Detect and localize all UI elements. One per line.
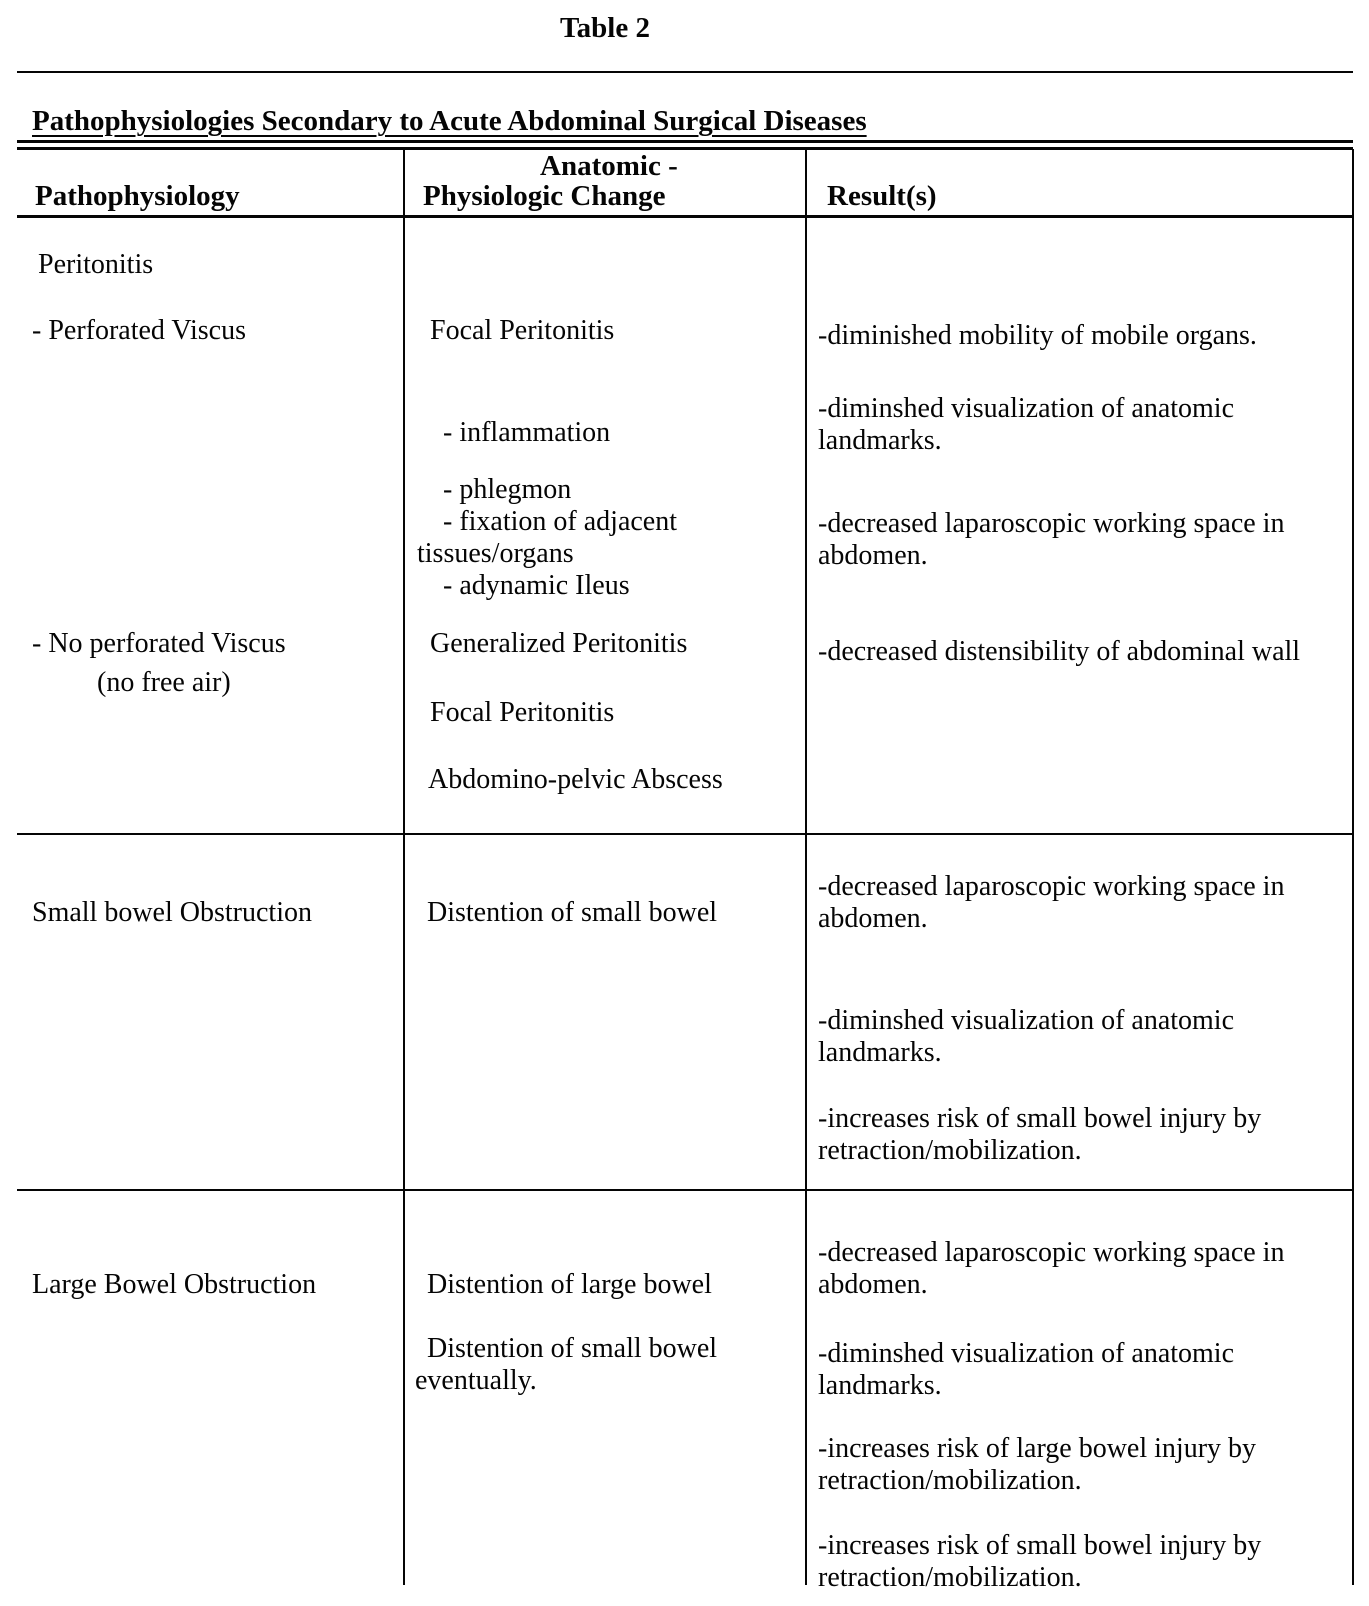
cell-distention-small-eventually-line2: eventually. xyxy=(415,1365,537,1396)
cell-adynamic-ileus: - adynamic Ileus xyxy=(443,570,630,601)
column-rule-2 xyxy=(805,149,807,1585)
cell-no-free-air: (no free air) xyxy=(97,667,231,698)
top-rule xyxy=(17,71,1353,73)
cell-sbo-visualization-line1: -diminshed visualization of anatomic xyxy=(818,1005,1235,1036)
cell-perforated-viscus: - Perforated Viscus xyxy=(32,315,246,346)
cell-result-distensibility: -decreased distensibility of abdominal wall xyxy=(818,636,1301,667)
cell-sbo-visualization-line2: landmarks. xyxy=(818,1037,942,1068)
cell-sbo-workspace-line1: -decreased laparoscopic working space in xyxy=(818,871,1285,902)
cell-result-visualization-line1: -diminshed visualization of anatomic xyxy=(818,393,1235,424)
cell-focal-peritonitis-1: Focal Peritonitis xyxy=(430,315,615,346)
cell-lbo-workspace-line2: abdomen. xyxy=(818,1269,928,1300)
column-header-physiologic-change: Physiologic Change xyxy=(423,180,666,212)
cell-fixation-line1: - fixation of adjacent xyxy=(443,506,678,537)
cell-result-workspace-line1: -decreased laparoscopic working space in xyxy=(818,508,1285,539)
table-caption: Pathophysiologies Secondary to Acute Abdominal Surgical Diseases xyxy=(32,105,867,137)
cell-sbo-injury-line2: retraction/mobilization. xyxy=(818,1135,1082,1166)
cell-sbo-injury-line1: -increases risk of small bowel injury by xyxy=(818,1103,1262,1134)
cell-inflammation: - inflammation xyxy=(443,417,611,448)
row-separator-1 xyxy=(17,833,1353,835)
cell-small-bowel-obstruction: Small bowel Obstruction xyxy=(32,897,312,928)
cell-distention-large-bowel: Distention of large bowel xyxy=(427,1269,712,1300)
column-rule-1 xyxy=(403,149,405,1585)
caption-double-rule xyxy=(17,140,1353,150)
cell-fixation-line2: tissues/organs xyxy=(417,538,574,569)
cell-result-workspace-line2: abdomen. xyxy=(818,540,928,571)
cell-abdomino-pelvic-abscess: Abdomino-pelvic Abscess xyxy=(428,764,723,795)
column-header-anatomic: Anatomic - xyxy=(540,150,678,182)
cell-lbo-injury-small-line1: -increases risk of small bowel injury by xyxy=(818,1530,1262,1561)
cell-distention-small-bowel: Distention of small bowel xyxy=(427,897,718,928)
cell-lbo-visualization-line1: -diminshed visualization of anatomic xyxy=(818,1338,1235,1369)
page-title: Table 2 xyxy=(560,12,650,44)
cell-distention-small-eventually-line1: Distention of small bowel xyxy=(427,1333,718,1364)
cell-result-mobility: -diminished mobility of mobile organs. xyxy=(818,320,1257,351)
cell-lbo-workspace-line1: -decreased laparoscopic working space in xyxy=(818,1237,1285,1268)
cell-peritonitis-group-label: Peritonitis xyxy=(38,249,154,280)
row-separator-2 xyxy=(17,1189,1353,1191)
header-rule xyxy=(17,215,1353,218)
cell-generalized-peritonitis: Generalized Peritonitis xyxy=(430,628,688,659)
cell-result-visualization-line2: landmarks. xyxy=(818,425,942,456)
table-right-border xyxy=(1352,149,1354,1585)
cell-large-bowel-obstruction: Large Bowel Obstruction xyxy=(32,1269,317,1300)
cell-focal-peritonitis-2: Focal Peritonitis xyxy=(430,697,615,728)
cell-phlegmon: - phlegmon xyxy=(443,474,572,505)
cell-lbo-injury-large-line1: -increases risk of large bowel injury by xyxy=(818,1433,1257,1464)
cell-lbo-injury-large-line2: retraction/mobilization. xyxy=(818,1465,1082,1496)
column-header-results: Result(s) xyxy=(827,180,937,212)
cell-no-perforated-viscus: - No perforated Viscus xyxy=(32,628,286,659)
cell-lbo-visualization-line2: landmarks. xyxy=(818,1370,942,1401)
column-header-pathophysiology: Pathophysiology xyxy=(35,180,240,212)
cell-sbo-workspace-line2: abdomen. xyxy=(818,903,928,934)
cell-lbo-injury-small-line2: retraction/mobilization. xyxy=(818,1562,1082,1593)
